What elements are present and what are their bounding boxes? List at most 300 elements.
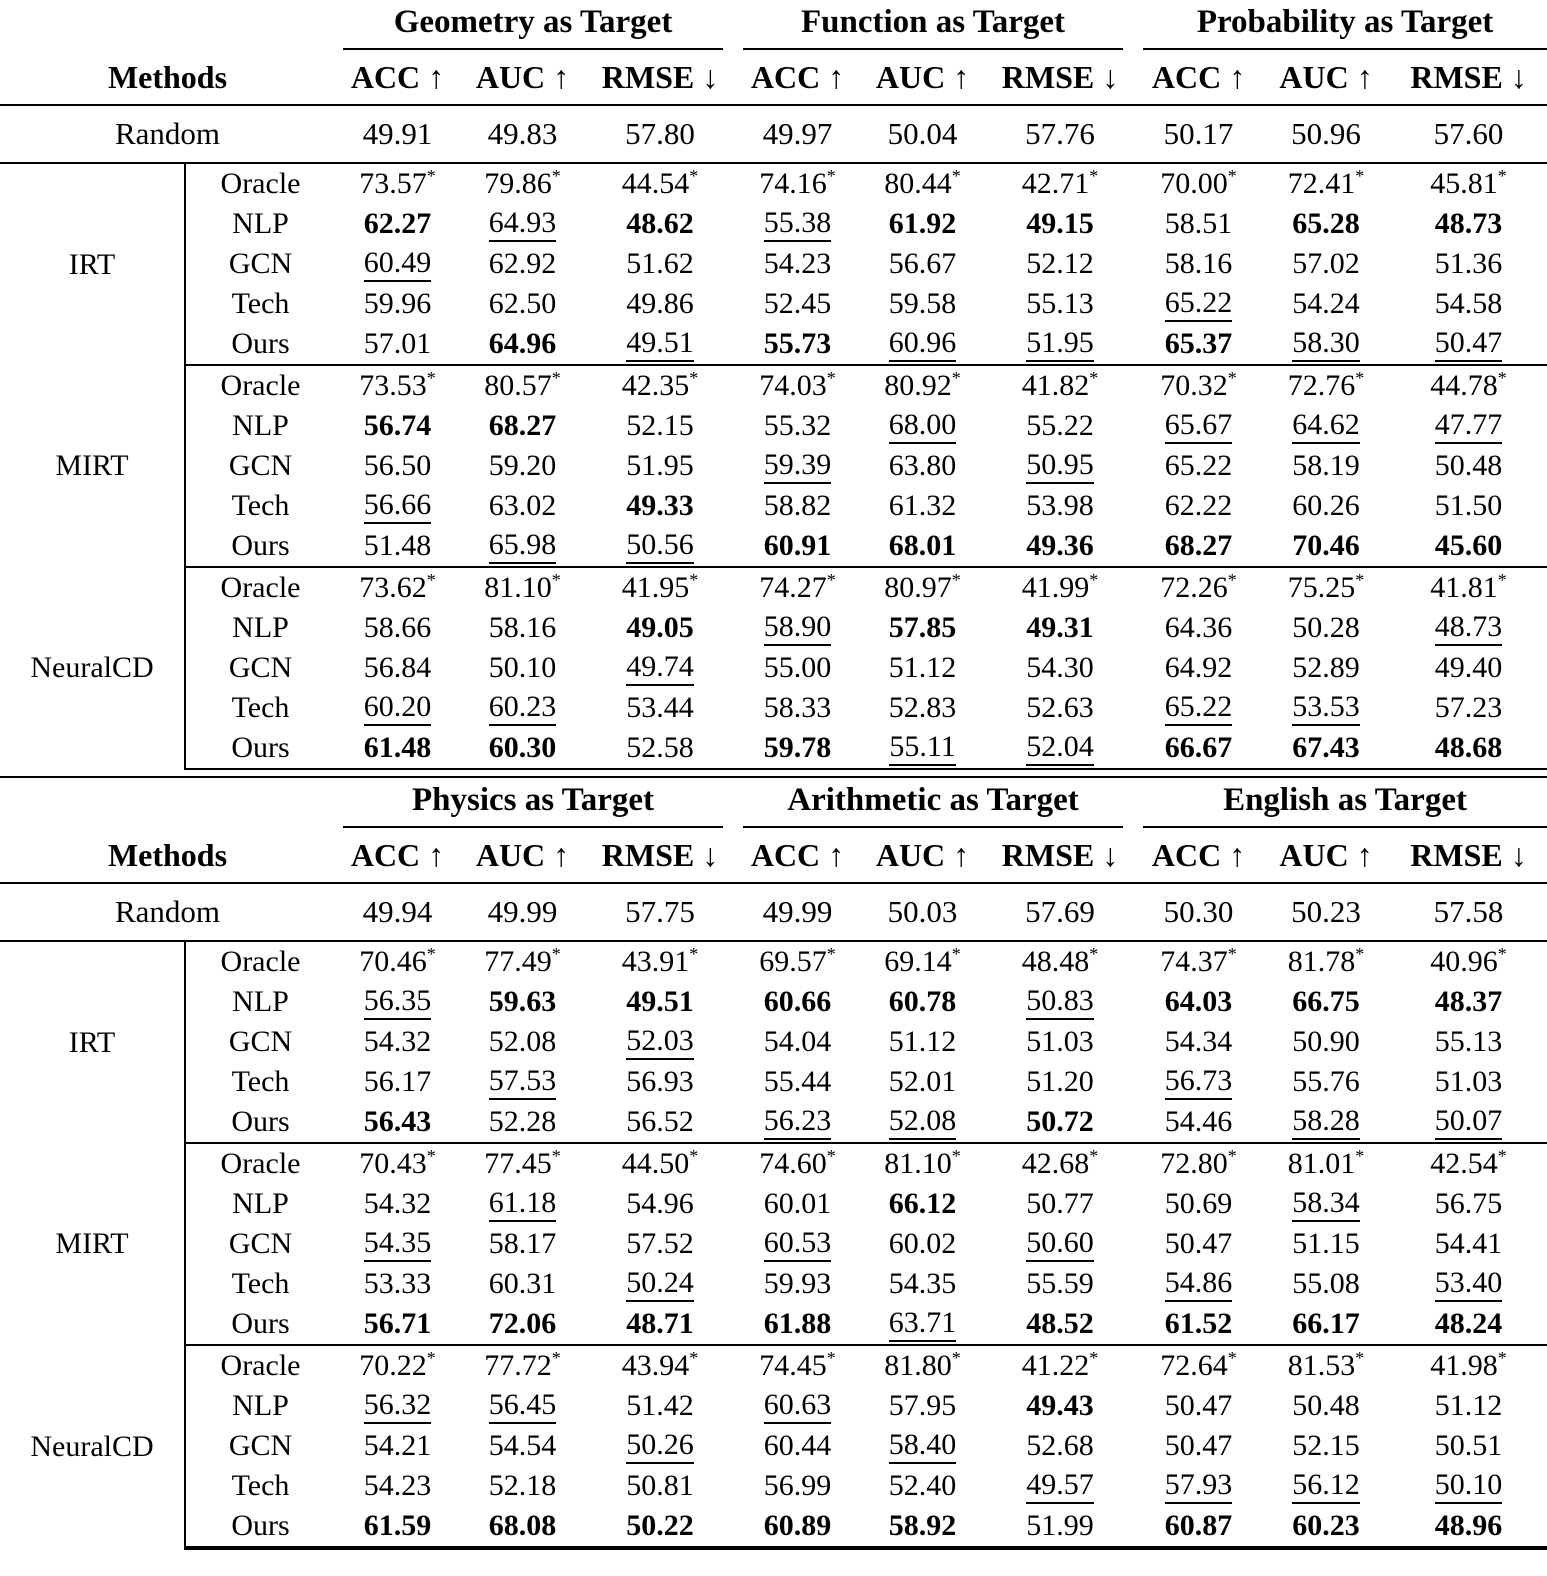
significance-star-icon: * bbox=[426, 1146, 436, 1166]
metric-value bbox=[585, 1426, 735, 1466]
metric-value-text: 54.35 bbox=[364, 1228, 432, 1263]
metric-value bbox=[1390, 1184, 1547, 1224]
metric-value bbox=[985, 406, 1135, 446]
metric-value bbox=[735, 1143, 860, 1184]
metric-value bbox=[1262, 982, 1390, 1022]
metric-value bbox=[585, 941, 735, 982]
metric-value-text: 49.99 bbox=[487, 894, 558, 929]
table-row bbox=[0, 324, 1547, 365]
metric-header: RMSE ↓ bbox=[985, 50, 1135, 105]
metric-value-text: 64.62 bbox=[1292, 410, 1360, 445]
metric-value bbox=[860, 688, 985, 728]
metric-value bbox=[735, 526, 860, 567]
metric-value bbox=[735, 284, 860, 324]
metric-value bbox=[1262, 728, 1390, 769]
metric-value bbox=[735, 1345, 860, 1386]
metric-value bbox=[985, 1264, 1135, 1304]
metric-value bbox=[735, 1386, 860, 1426]
metric-value bbox=[1390, 728, 1547, 769]
metric-value bbox=[1135, 941, 1262, 982]
metric-value-text: 50.17 bbox=[1163, 116, 1234, 151]
table-row bbox=[0, 1184, 1547, 1224]
metric-value-text: 49.51 bbox=[626, 328, 694, 363]
metric-value-text: 56.84 bbox=[363, 651, 432, 684]
metric-value-text: 60.91 bbox=[763, 529, 832, 562]
metric-value-text: 52.01 bbox=[888, 1065, 957, 1098]
metric-value bbox=[860, 1466, 985, 1506]
metric-value bbox=[1390, 1264, 1547, 1304]
metric-value-text: 58.16 bbox=[1164, 247, 1233, 280]
metric-value bbox=[585, 982, 735, 1022]
metric-value bbox=[335, 1304, 460, 1345]
metric-value bbox=[860, 1143, 985, 1184]
table-row bbox=[0, 688, 1547, 728]
metric-value-text: 72.41 bbox=[1287, 167, 1356, 200]
metric-value bbox=[860, 526, 985, 567]
metric-value bbox=[735, 608, 860, 648]
metric-value-text: 49.86 bbox=[626, 287, 694, 320]
metric-value bbox=[460, 1184, 585, 1224]
metric-value-text: 54.30 bbox=[1026, 651, 1094, 684]
metric-value-text: 50.07 bbox=[1435, 1106, 1503, 1141]
metric-value-text: 62.92 bbox=[488, 247, 557, 280]
metric-value bbox=[1262, 688, 1390, 728]
metric-value-text: 54.24 bbox=[1292, 287, 1360, 320]
metric-value bbox=[335, 648, 460, 688]
random-row-label: Random bbox=[0, 883, 335, 941]
significance-star-icon: * bbox=[1089, 166, 1099, 186]
metric-value bbox=[1135, 1264, 1262, 1304]
metric-value-text: 54.04 bbox=[763, 1025, 832, 1058]
metric-value bbox=[860, 1386, 985, 1426]
metric-value-text: 55.22 bbox=[1026, 409, 1094, 442]
metric-value-text: 70.46 bbox=[1292, 529, 1360, 562]
metric-value-text: 44.54 bbox=[621, 167, 690, 200]
metric-value bbox=[335, 1426, 460, 1466]
metric-value bbox=[1135, 1386, 1262, 1426]
metric-value bbox=[585, 1386, 735, 1426]
metric-value bbox=[1390, 688, 1547, 728]
metric-value-text: 52.45 bbox=[763, 287, 832, 320]
metric-value bbox=[335, 941, 460, 982]
metric-value bbox=[1390, 365, 1547, 406]
significance-star-icon: * bbox=[426, 944, 436, 964]
table-row bbox=[0, 1022, 1547, 1062]
metric-value-text: 49.57 bbox=[1026, 1470, 1094, 1505]
metric-value bbox=[460, 1102, 585, 1143]
metric-header: RMSE ↓ bbox=[985, 828, 1135, 883]
metric-value-text: 49.51 bbox=[626, 985, 694, 1018]
metric-value-text: 49.43 bbox=[1026, 1389, 1094, 1422]
metric-value-text: 56.52 bbox=[626, 1105, 694, 1138]
metric-value-text: 58.30 bbox=[1292, 328, 1360, 363]
metric-value-text: 74.16 bbox=[759, 167, 827, 200]
metric-value bbox=[460, 1062, 585, 1102]
metric-value-text: 60.26 bbox=[1292, 489, 1360, 522]
metric-value bbox=[985, 1062, 1135, 1102]
metric-value-text: 59.63 bbox=[488, 985, 557, 1018]
submethod-label: GCN bbox=[185, 1022, 335, 1062]
metric-value bbox=[1135, 648, 1262, 688]
metric-value bbox=[1262, 1426, 1390, 1466]
metric-value-text: 55.38 bbox=[764, 208, 832, 243]
metric-value-text: 50.95 bbox=[1026, 450, 1094, 485]
random-row bbox=[0, 105, 1547, 163]
metric-value-text: 50.60 bbox=[1026, 1228, 1094, 1263]
target-group-title-text: Function as Target bbox=[743, 4, 1123, 50]
metric-value bbox=[585, 567, 735, 608]
significance-star-icon: * bbox=[1497, 166, 1507, 186]
metric-value bbox=[735, 1426, 860, 1466]
metric-value-text: 58.66 bbox=[363, 611, 432, 644]
metric-value-text: 77.49 bbox=[484, 945, 552, 978]
metric-value-text: 60.23 bbox=[489, 692, 557, 727]
metric-value bbox=[1390, 406, 1547, 446]
model-group-label: IRT bbox=[68, 1025, 116, 1059]
metric-value bbox=[735, 406, 860, 446]
metric-value bbox=[985, 1426, 1135, 1466]
metric-value bbox=[585, 1102, 735, 1143]
table-row bbox=[0, 567, 1547, 608]
metric-value-text: 70.46 bbox=[359, 945, 427, 978]
metric-value bbox=[335, 204, 460, 244]
metric-value bbox=[335, 567, 460, 608]
metric-value-text: 49.99 bbox=[762, 894, 833, 929]
metric-value-text: 58.33 bbox=[763, 691, 832, 724]
metric-value-text: 61.88 bbox=[763, 1307, 832, 1340]
metric-value bbox=[1262, 105, 1390, 163]
metric-value bbox=[860, 163, 985, 204]
metric-value-text: 60.01 bbox=[763, 1187, 832, 1220]
metric-value-text: 50.10 bbox=[488, 651, 557, 684]
metric-value bbox=[335, 446, 460, 486]
metric-value-text: 51.36 bbox=[1434, 247, 1503, 280]
metric-value-text: 49.15 bbox=[1026, 207, 1094, 240]
metric-value-text: 43.94 bbox=[621, 1349, 690, 1382]
metric-value bbox=[735, 324, 860, 365]
significance-star-icon: * bbox=[551, 944, 561, 964]
metric-value-text: 54.86 bbox=[1165, 1268, 1233, 1303]
metric-value bbox=[1135, 1224, 1262, 1264]
metric-value-text: 62.22 bbox=[1164, 489, 1233, 522]
significance-star-icon: * bbox=[1497, 1146, 1507, 1166]
metric-value-text: 50.51 bbox=[1434, 1429, 1503, 1462]
significance-star-icon: * bbox=[951, 166, 961, 186]
metric-value bbox=[860, 883, 985, 941]
metric-value bbox=[1390, 1062, 1547, 1102]
metric-value bbox=[460, 1143, 585, 1184]
metric-value bbox=[335, 365, 460, 406]
metric-value-text: 72.06 bbox=[488, 1307, 557, 1340]
metric-value bbox=[1135, 1062, 1262, 1102]
metric-value-text: 41.81 bbox=[1430, 571, 1498, 604]
submethod-label: GCN bbox=[185, 648, 335, 688]
metric-value bbox=[1262, 1506, 1390, 1548]
metric-value bbox=[1262, 1022, 1390, 1062]
metric-value-text: 59.39 bbox=[764, 450, 832, 485]
metric-value bbox=[985, 486, 1135, 526]
metric-value-text: 73.57 bbox=[359, 167, 427, 200]
metric-value-text: 81.53 bbox=[1287, 1349, 1356, 1382]
metric-value bbox=[1390, 1022, 1547, 1062]
metric-value-text: 54.21 bbox=[363, 1429, 432, 1462]
metric-value-text: 57.23 bbox=[1434, 691, 1503, 724]
metric-value-text: 51.03 bbox=[1434, 1065, 1503, 1098]
metric-value-text: 79.86 bbox=[484, 167, 552, 200]
metric-value bbox=[585, 244, 735, 284]
metric-value bbox=[985, 1506, 1135, 1548]
metric-value-text: 58.16 bbox=[488, 611, 557, 644]
metric-value-text: 54.41 bbox=[1434, 1227, 1503, 1260]
metric-value-text: 60.49 bbox=[364, 248, 432, 283]
metric-value-text: 55.00 bbox=[763, 651, 832, 684]
metric-value-text: 81.80 bbox=[884, 1349, 952, 1382]
metric-value-text: 66.17 bbox=[1292, 1307, 1360, 1340]
metric-value-text: 51.42 bbox=[626, 1389, 694, 1422]
significance-star-icon: * bbox=[426, 368, 436, 388]
metric-value bbox=[460, 941, 585, 982]
metric-value bbox=[860, 365, 985, 406]
metric-value-text: 60.23 bbox=[1292, 1509, 1360, 1542]
significance-star-icon: * bbox=[689, 1348, 699, 1368]
metric-value-text: 52.12 bbox=[1026, 247, 1094, 280]
metric-value bbox=[860, 1426, 985, 1466]
significance-star-icon: * bbox=[551, 166, 561, 186]
metric-value-text: 51.12 bbox=[888, 651, 957, 684]
metric-value-text: 60.31 bbox=[488, 1267, 557, 1300]
significance-star-icon: * bbox=[826, 944, 836, 964]
metric-value bbox=[585, 204, 735, 244]
metric-value-text: 58.82 bbox=[763, 489, 832, 522]
metric-value bbox=[460, 105, 585, 163]
metric-value-text: 56.71 bbox=[363, 1307, 432, 1340]
metric-value bbox=[1262, 1304, 1390, 1345]
metric-value-text: 59.96 bbox=[363, 287, 432, 320]
submethod-label: Oracle bbox=[185, 567, 335, 608]
metric-value-text: 56.32 bbox=[364, 1390, 432, 1425]
submethod-label: GCN bbox=[185, 244, 335, 284]
table-separator-rule bbox=[0, 770, 1547, 778]
model-group-label: MIRT bbox=[55, 1227, 129, 1260]
metric-value bbox=[1135, 406, 1262, 446]
significance-star-icon: * bbox=[826, 166, 836, 186]
table-row bbox=[0, 1102, 1547, 1143]
metric-value-text: 60.53 bbox=[764, 1228, 832, 1263]
metric-value-text: 60.30 bbox=[488, 731, 557, 764]
metric-value bbox=[585, 1184, 735, 1224]
metric-value-text: 55.08 bbox=[1292, 1267, 1360, 1300]
significance-star-icon: * bbox=[689, 1146, 699, 1166]
metric-value-text: 58.40 bbox=[889, 1430, 957, 1465]
table-row bbox=[0, 1506, 1547, 1548]
metric-header: ACC ↑ bbox=[1135, 50, 1262, 105]
metric-value-text: 48.37 bbox=[1434, 985, 1503, 1018]
metric-header: ACC ↑ bbox=[335, 828, 460, 883]
metric-value-text: 41.99 bbox=[1021, 571, 1090, 604]
metric-value-text: 50.72 bbox=[1026, 1105, 1094, 1138]
metric-value bbox=[1135, 1184, 1262, 1224]
target-group-title-text: Probability as Target bbox=[1143, 4, 1547, 50]
metric-value-text: 51.62 bbox=[626, 247, 694, 280]
metric-value bbox=[1262, 1345, 1390, 1386]
metric-value-text: 52.28 bbox=[488, 1105, 557, 1138]
metric-value-text: 60.78 bbox=[888, 985, 957, 1018]
table-row bbox=[0, 941, 1547, 982]
submethod-label: Oracle bbox=[185, 365, 335, 406]
table-row bbox=[0, 1264, 1547, 1304]
metric-value bbox=[460, 406, 585, 446]
metric-value-text: 56.23 bbox=[764, 1106, 832, 1141]
metric-value bbox=[860, 567, 985, 608]
metric-value bbox=[585, 1022, 735, 1062]
metric-value bbox=[1262, 941, 1390, 982]
metric-value bbox=[460, 648, 585, 688]
metric-value bbox=[335, 1102, 460, 1143]
significance-star-icon: * bbox=[551, 570, 561, 590]
target-group-title-text: English as Target bbox=[1143, 782, 1547, 828]
metric-value-text: 55.13 bbox=[1434, 1025, 1503, 1058]
metric-value-text: 53.98 bbox=[1026, 489, 1094, 522]
metric-value bbox=[585, 1224, 735, 1264]
metric-value-text: 52.15 bbox=[1292, 1429, 1360, 1462]
metric-value bbox=[1135, 1466, 1262, 1506]
metric-value bbox=[860, 1224, 985, 1264]
significance-star-icon: * bbox=[1227, 368, 1237, 388]
table-row bbox=[0, 1386, 1547, 1426]
metric-value bbox=[1262, 1184, 1390, 1224]
metric-value bbox=[335, 1386, 460, 1426]
metric-value-text: 60.89 bbox=[763, 1509, 832, 1542]
metric-value-text: 54.32 bbox=[363, 1187, 432, 1220]
metric-value bbox=[1135, 486, 1262, 526]
metric-value-text: 74.27 bbox=[759, 571, 827, 604]
metric-value bbox=[585, 446, 735, 486]
metric-value bbox=[1135, 284, 1262, 324]
metric-value bbox=[335, 1184, 460, 1224]
metric-value bbox=[735, 883, 860, 941]
target-group-title bbox=[735, 778, 1135, 828]
metric-value bbox=[735, 105, 860, 163]
metric-value bbox=[335, 406, 460, 446]
metric-value-text: 54.34 bbox=[1164, 1025, 1233, 1058]
metric-value-text: 72.76 bbox=[1287, 369, 1356, 402]
metric-value-text: 60.63 bbox=[764, 1390, 832, 1425]
table-row bbox=[0, 163, 1547, 204]
metric-value-text: 50.47 bbox=[1164, 1227, 1233, 1260]
metric-value-text: 58.17 bbox=[488, 1227, 557, 1260]
metric-value bbox=[1262, 526, 1390, 567]
metric-value-text: 49.31 bbox=[1026, 611, 1094, 644]
metric-value bbox=[585, 406, 735, 446]
metric-value-text: 70.00 bbox=[1160, 167, 1228, 200]
metric-value-text: 53.33 bbox=[363, 1267, 432, 1300]
metric-value bbox=[985, 1143, 1135, 1184]
significance-star-icon: * bbox=[826, 1348, 836, 1368]
metric-value-text: 56.66 bbox=[364, 490, 432, 525]
metric-value-text: 56.12 bbox=[1292, 1470, 1360, 1505]
submethod-label: Tech bbox=[185, 688, 335, 728]
metric-value bbox=[860, 1102, 985, 1143]
metric-value bbox=[860, 1345, 985, 1386]
metric-value-text: 61.18 bbox=[489, 1188, 557, 1223]
metric-value bbox=[1135, 365, 1262, 406]
metric-value bbox=[985, 1022, 1135, 1062]
metric-value bbox=[1262, 648, 1390, 688]
metric-value-text: 59.20 bbox=[488, 449, 557, 482]
metric-value bbox=[860, 648, 985, 688]
metric-value bbox=[460, 1022, 585, 1062]
metric-value-text: 55.11 bbox=[889, 732, 955, 767]
metric-value bbox=[335, 244, 460, 284]
metric-header: RMSE ↓ bbox=[1390, 50, 1547, 105]
table-row bbox=[0, 244, 1547, 284]
metric-value bbox=[335, 1345, 460, 1386]
metric-value-text: 60.66 bbox=[763, 985, 832, 1018]
metric-value-text: 60.20 bbox=[364, 692, 432, 727]
metric-value-text: 80.97 bbox=[884, 571, 952, 604]
significance-star-icon: * bbox=[1497, 570, 1507, 590]
metric-value-text: 57.58 bbox=[1433, 894, 1504, 929]
metric-value-text: 72.80 bbox=[1160, 1147, 1228, 1180]
metric-value bbox=[1262, 1466, 1390, 1506]
model-group-label: NeuralCD bbox=[30, 651, 154, 684]
metric-value-text: 56.43 bbox=[363, 1105, 432, 1138]
metric-value-text: 45.60 bbox=[1434, 529, 1503, 562]
submethod-label: Oracle bbox=[185, 163, 335, 204]
metric-value-text: 52.83 bbox=[888, 691, 957, 724]
metric-header: RMSE ↓ bbox=[1390, 828, 1547, 883]
metric-value bbox=[735, 728, 860, 769]
metric-value-text: 74.60 bbox=[759, 1147, 827, 1180]
metric-value-text: 73.53 bbox=[359, 369, 427, 402]
table-row bbox=[0, 1143, 1547, 1184]
metric-value bbox=[335, 105, 460, 163]
metric-value bbox=[985, 941, 1135, 982]
metric-value-text: 52.08 bbox=[889, 1106, 957, 1141]
metric-header: RMSE ↓ bbox=[585, 50, 735, 105]
metric-header: ACC ↑ bbox=[735, 828, 860, 883]
significance-star-icon: * bbox=[951, 1348, 961, 1368]
significance-star-icon: * bbox=[1089, 944, 1099, 964]
metric-value-text: 57.95 bbox=[888, 1389, 957, 1422]
metric-value bbox=[735, 688, 860, 728]
metric-value bbox=[585, 1264, 735, 1304]
metric-value-text: 63.02 bbox=[488, 489, 557, 522]
metric-value bbox=[735, 365, 860, 406]
table-row bbox=[0, 204, 1547, 244]
metric-value-text: 50.96 bbox=[1291, 116, 1361, 151]
metric-value-text: 56.35 bbox=[364, 986, 432, 1021]
metric-value-text: 50.24 bbox=[626, 1268, 694, 1303]
metric-value-text: 50.47 bbox=[1164, 1389, 1233, 1422]
table-row bbox=[0, 486, 1547, 526]
model-group-label: MIRT bbox=[55, 449, 129, 482]
metric-value bbox=[1135, 608, 1262, 648]
metric-value-text: 54.35 bbox=[888, 1267, 957, 1300]
metric-value bbox=[1390, 608, 1547, 648]
metric-value bbox=[860, 1264, 985, 1304]
metric-value bbox=[1390, 526, 1547, 567]
metric-value bbox=[1390, 324, 1547, 365]
metric-value-text: 61.59 bbox=[363, 1509, 432, 1542]
metric-value bbox=[460, 567, 585, 608]
metric-value-text: 48.73 bbox=[1435, 612, 1503, 647]
metric-value-text: 50.03 bbox=[887, 894, 958, 929]
metric-value bbox=[1135, 204, 1262, 244]
metric-header: AUC ↑ bbox=[860, 50, 985, 105]
metric-value-text: 55.32 bbox=[763, 409, 832, 442]
metric-value-text: 54.46 bbox=[1164, 1105, 1233, 1138]
